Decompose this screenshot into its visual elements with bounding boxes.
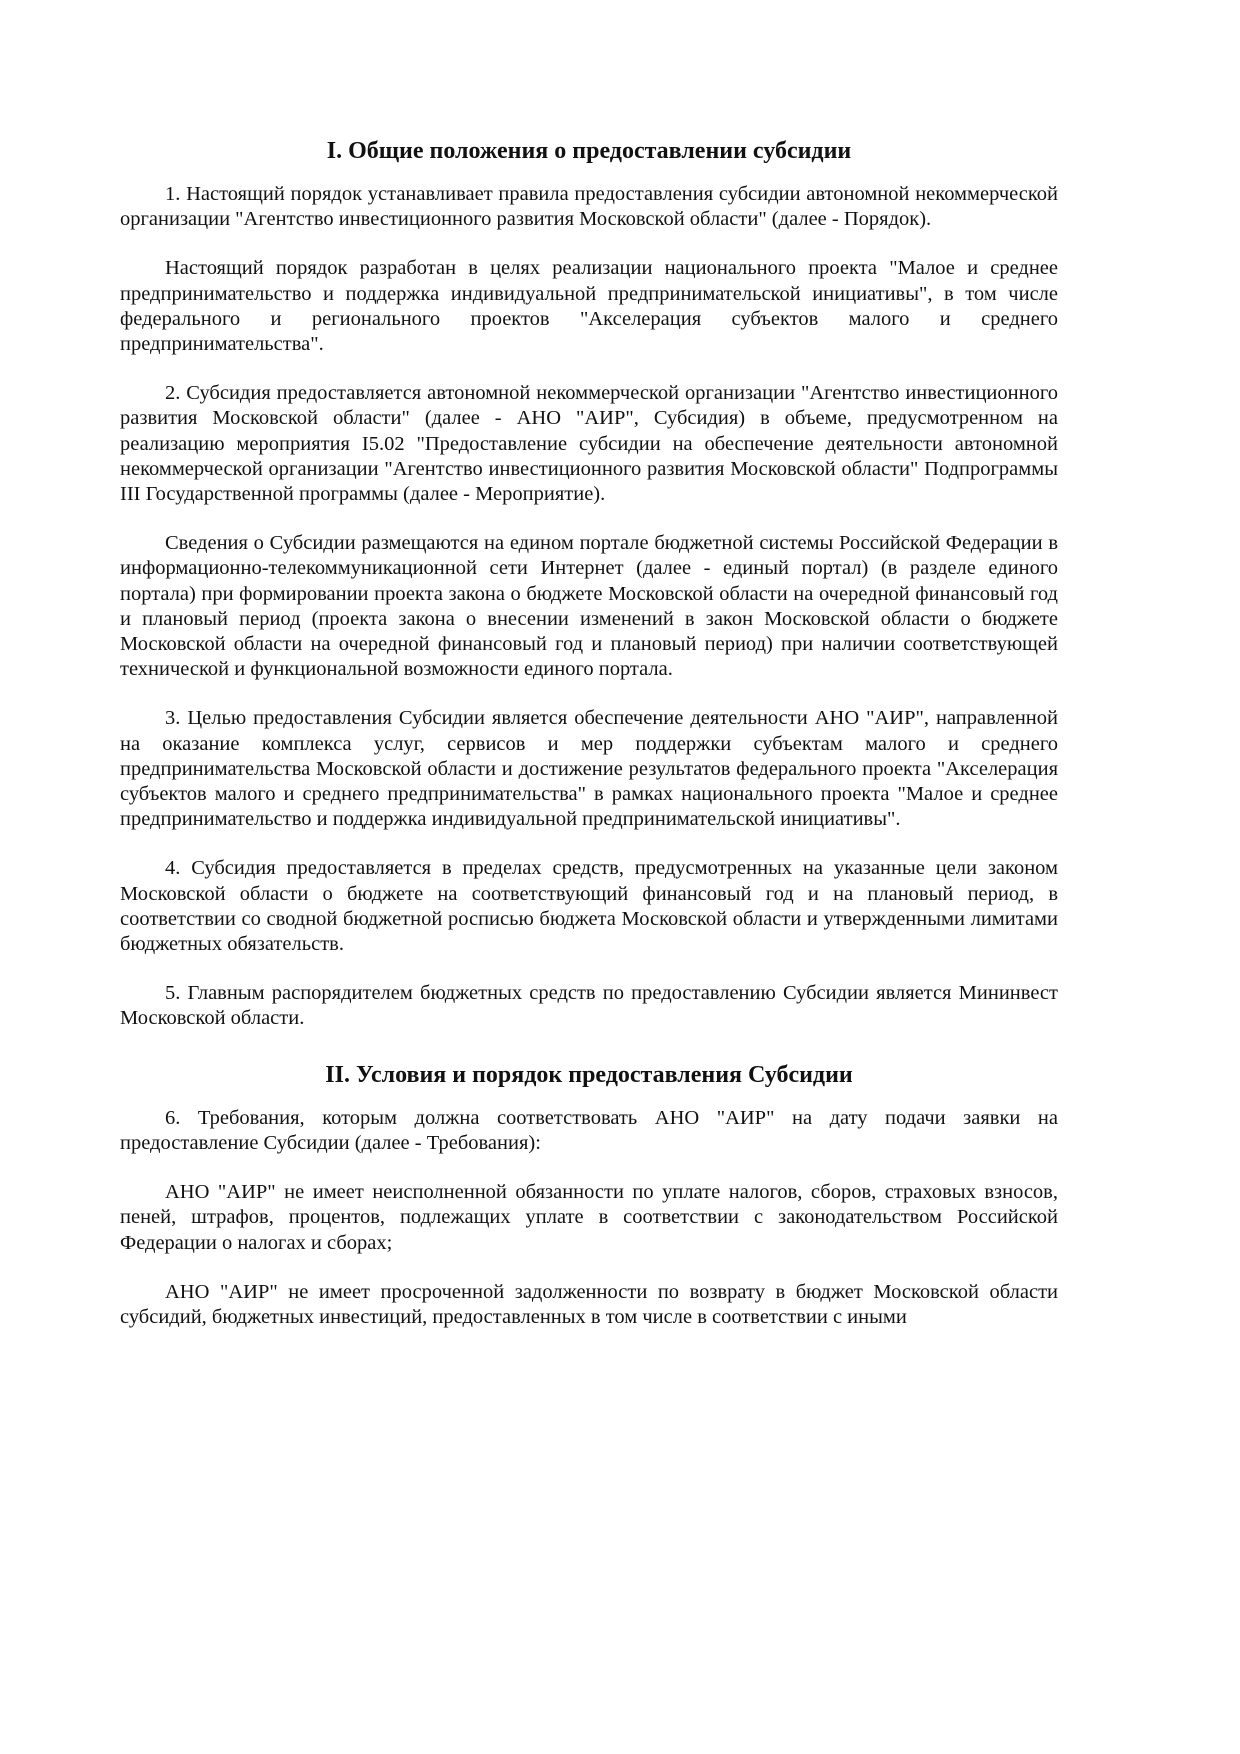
paragraph-2-1: 6. Требования, которым должна соответствовать АНО "АИР" на дату подачи заявки на предоставление Субсидии (далее - Требования): (120, 1106, 1058, 1154)
paragraph-1-6: 4. Субсидия предоставляется в пределах средств, предусмотренных на указанные цели законом Московской области о бюджете на соответствующий финансовый год и на плановый период, в соответствии со сводной бюджетной росписью бюджета Московской области и утвержденными лимитами бюджетных обязательств. (120, 857, 1058, 956)
document-page (120, 132, 1058, 1354)
paragraph-1-1: 1. Настоящий порядок устанавливает правила предоставления субсидии автономной некоммерческой организации "Агентство инвестиционного развития Московской области" (далее - Порядок). (120, 183, 1058, 231)
section-heading-1: I. Общие положения о предоставлении субсидии (326, 138, 852, 164)
paragraph-2-2: АНО "АИР" не имеет неисполненной обязанности по уплате налогов, сборов, страховых взносов, пеней, штрафов, процентов, подлежащих уплате в соответствии с законодательством Российской Федерации о налогах и сборах; (120, 1181, 1058, 1254)
paragraph-1-5: 3. Целью предоставления Субсидии является обеспечение деятельности АНО "АИР", направленной на оказание комплекса услуг, сервисов и мер поддержки субъектам малого и среднего предпринимательства Московской области и достижение результатов федерального проекта "Акселерация субъектов малого и среднего предпринимательства" в рамках национального проекта "Малое и среднее предпринимательство и поддержка индивидуальной предпринимательской инициативы". (120, 707, 1058, 831)
paragraph-1-7: 5. Главным распорядителем бюджетных средств по предоставлению Субсидии является Мининвест Московской области. (120, 982, 1058, 1030)
paragraph-1-3: 2. Субсидия предоставляется автономной некоммерческой организации "Агентство инвестиционного развития Московской области" (далее - АНО "АИР", Субсидия) в объеме, предусмотренном на реализацию мероприятия I5.02 "Предоставление субсидии на обеспечение деятельности автономной некоммерческой организации "Агентство инвестиционного развития Московской области" Подпрограммы III Государственной программы (далее - Мероприятие). (120, 382, 1058, 506)
section-heading-2: II. Условия и порядок предоставления Субсидии (325, 1061, 853, 1088)
paragraph-2-3: АНО "АИР" не имеет просроченной задолженности по возврату в бюджет Московской области субсидий, бюджетных инвестиций, предоставленных в том числе в соответствии с иными (120, 1280, 1058, 1328)
paragraph-1-2: Настоящий порядок разработан в целях реализации национального проекта "Малое и среднее предпринимательство и поддержка индивидуальной предпринимательской инициативы", в том числе федерального и регионального проектов "Акселерация субъектов малого и среднего предпринимательства". (120, 257, 1058, 356)
paragraph-1-4: Сведения о Субсидии размещаются на едином портале бюджетной системы Российской Федерации в информационно-телекоммуникационной сети Интернет (далее - единый портал) (в разделе единого портала) при формировании проекта закона о бюджете Московской области на очередной финансовый год и плановый период (проекта закона о внесении изменений в закон Московской области о бюджете Московской области на очередной финансовый год и плановый период) при наличии соответствующей технической и функциональной возможности единого портала. (120, 532, 1058, 681)
